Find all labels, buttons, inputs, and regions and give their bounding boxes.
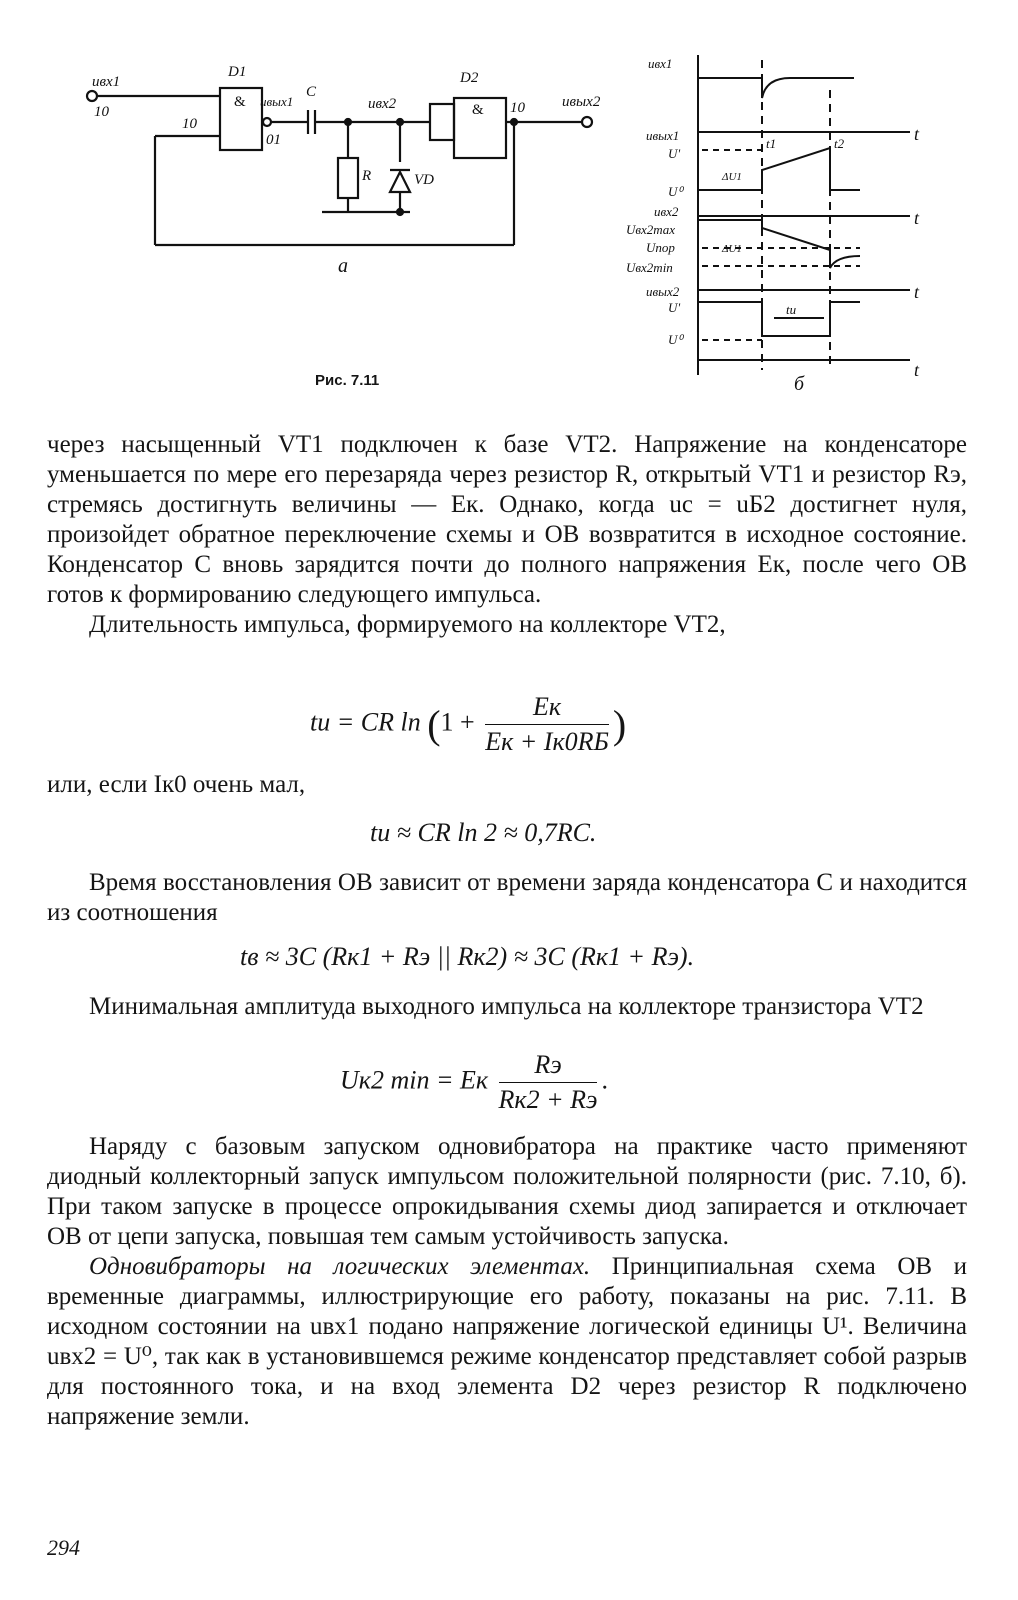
input-terminal — [87, 91, 97, 101]
formula-1-left: tи = CR ln — [310, 707, 421, 737]
paragraph-7 — [47, 1252, 967, 1432]
formula-recovery-time: tв ≈ 3C (Rк1 + Rэ || Rк2) ≈ 3C (Rк1 + Rэ). — [240, 942, 695, 971]
label-d1-and: & — [234, 94, 246, 110]
page-number: 294 — [47, 1535, 80, 1560]
label-t1: t1 — [766, 136, 777, 151]
label-tu: tu — [786, 302, 797, 317]
label-uvx1: uвх1 — [92, 74, 121, 90]
formula-approx: tи ≈ CR ln 2 ≈ 0,7RC. — [370, 818, 597, 847]
formula-1-fraction — [485, 692, 609, 757]
label-t-u1: U' — [668, 146, 681, 161]
label-d2-and: & — [472, 102, 484, 118]
formula-4-numerator: Rэ — [499, 1050, 598, 1083]
formula-4-denominator: Rк2 + Rэ — [498, 1085, 598, 1114]
label-t-du1-b: ΔU1 — [722, 243, 742, 255]
paragraph-7-heading: Одновибраторы на логических элементах. — [89, 1253, 591, 1280]
label-t-uvx2: uвх2 — [654, 204, 679, 219]
paragraph-6-block — [47, 1132, 967, 1432]
label-axis-t2: t — [914, 208, 920, 228]
label-t-u1-b: U' — [668, 300, 681, 315]
label-axis-t1: t — [914, 124, 920, 144]
label-uvyx1: uвых1 — [260, 94, 294, 109]
paragraph-2: Длительность импульса, формируемого на коллекторе VT2, — [89, 611, 726, 638]
label-t-uvyx1: uвых1 — [646, 128, 680, 143]
label-t-uvx2min: Uвх2min — [626, 260, 673, 275]
label-capacitor: C — [306, 84, 317, 100]
timing-diagram — [698, 55, 910, 375]
label-d1-feedback: 10 — [182, 116, 197, 132]
label-t-u0: U⁰ — [668, 184, 683, 199]
paragraph-1-block — [47, 430, 967, 640]
label-d2-output-value: 10 — [510, 100, 525, 116]
resistor-r — [338, 158, 358, 198]
formula-1-numerator: Eк — [485, 692, 609, 725]
label-b: б — [794, 373, 805, 395]
label-axis-t3: t — [914, 282, 920, 302]
paragraph-5: Минимальная амплитуда выходного импульса на коллекторе транзистора VT2 — [89, 993, 924, 1020]
label-t-uvx2max: Uвх2max — [626, 222, 675, 237]
label-t-uvx1: uвх1 — [648, 56, 673, 71]
formula-4-fraction — [499, 1050, 598, 1115]
label-t-u0-b: U⁰ — [668, 332, 683, 347]
paragraph-3-block — [47, 770, 967, 800]
label-t-du1: ΔU1 — [722, 171, 742, 183]
paragraph-4: Время восстановления ОВ зависит от времени заряда конденсатора C и находится из соотношения — [47, 869, 967, 926]
figure-caption: Рис. 7.11 — [315, 372, 380, 389]
formula-1-denominator: Eк + Iк0RБ — [485, 727, 609, 756]
paragraph-3: или, если Iк0 очень мал, — [47, 771, 306, 798]
label-d1-output-value: 01 — [266, 132, 281, 148]
label-t-upor: Uпор — [646, 240, 675, 255]
formula-min-amplitude: Uк2 min = Eк $\frac{Rэ}{Rк2 + Rэ}$ . — [340, 1050, 608, 1114]
label-axis-t4: t — [914, 360, 920, 380]
formula-4-left: Uк2 min = Eк — [340, 1065, 489, 1095]
label-d2: D2 — [460, 70, 479, 86]
label-input-value: 10 — [94, 104, 109, 120]
paragraph-6: Наряду с базовым запуском одновибратора на практике часто применяют диодный коллекторный запуск импульсом положительной полярности (рис. 7.10, б). При таком запуске в процессе опрокидывания схемы диод запирается и отключает ОВ от цепи запуска, повышая тем самым устойчивость запуска. — [47, 1133, 967, 1250]
diode-vd — [390, 172, 410, 192]
label-t-uvyx2: uвых2 — [646, 284, 680, 299]
formula-pulse-duration: tи = CR ln (1 + $\frac{Eк}{Eк + Iк0RБ}$ ) — [310, 692, 627, 756]
paragraph-7-text: Принципиальная схема ОВ и временные диаграммы, иллюстрирующие его работу, показаны на рис. 7.11. В исходном состоянии на uвх1 подано напряжение логической единицы U¹. Величина uвх2 = U⁰, так как в установившемся режиме конденсатор представляет собой разрыв для постоянного тока, и на вход элемента D2 через резистор R подключено напряжение земли. — [47, 1253, 967, 1430]
label-a: a — [338, 255, 348, 277]
label-r: R — [362, 168, 372, 184]
timing-labels — [626, 56, 920, 395]
label-uvx2: uвх2 — [368, 96, 397, 112]
paragraph-4-block — [47, 868, 967, 928]
paragraph-5-block — [47, 992, 967, 1022]
output-terminal — [582, 117, 592, 127]
label-uvyx2: uвых2 — [562, 94, 601, 110]
label-d1: D1 — [228, 64, 247, 80]
paragraph-1: через насыщенный VT1 подключен к базе VT2. Напряжение на конденсаторе уменьшается по мере его перезаряда через резистор R, открытый VT1 и резистор Rэ, стремясь достигнуть величины — Eк. Однако, когда uс = uБ2 достигнет нуля, произойдет обратное переключение схемы и ОВ возвратится в исходное состояние. Конденсатор C вновь зарядится почти до полного напряжения Eк, после чего ОВ готов к формированию следующего импульса. — [47, 431, 967, 608]
label-vd: VD — [414, 172, 434, 188]
label-t2: t2 — [834, 136, 845, 151]
figure-7-11 — [70, 40, 970, 410]
